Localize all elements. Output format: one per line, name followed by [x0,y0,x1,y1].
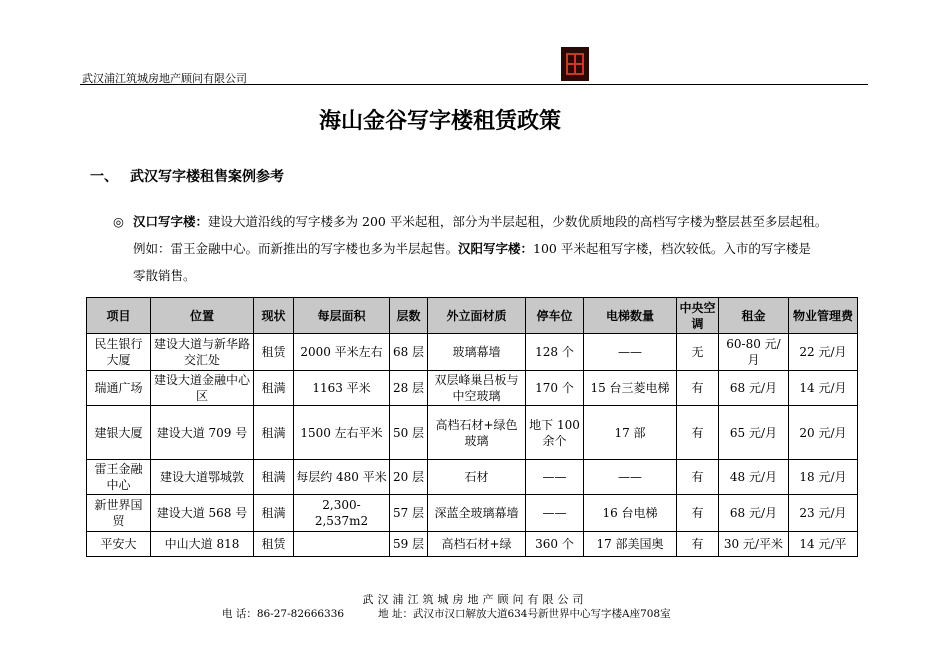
column-header: 外立面材质 [428,298,526,334]
paragraph-line-3 [113,262,883,289]
table-cell: —— [584,334,677,371]
footer-phone: 电 话：86-27-82666336 [222,608,345,620]
table-cell: 建设大道鄂城敦 [151,460,254,495]
table-cell [294,532,390,557]
section-number: 一、 [90,169,118,185]
column-header: 物业管理费 [789,298,858,334]
table-cell: 租赁 [254,334,294,371]
table-cell: 28 层 [390,371,428,406]
table-cell: 瑞通广场 [87,371,151,406]
table-cell: 有 [677,406,719,460]
office-cases-table [86,297,858,557]
table-cell: 22 元/月 [789,334,858,371]
table-cell: 68 元/月 [719,371,789,406]
table-cell: 租满 [254,371,294,406]
table-cell: 有 [677,460,719,495]
table-row [87,334,858,371]
table-cell: 建设大道金融中心区 [151,371,254,406]
table-cell: 14 元/月 [789,371,858,406]
table-cell: 68 元/月 [719,495,789,532]
table-cell: 建银大厦 [87,406,151,460]
header-divider [80,84,868,85]
table-cell: 建设大道 568 号 [151,495,254,532]
footer-address: 地 址：武汉市汉口解放大道634号新世界中心写字楼A座708室 [378,608,671,620]
table-cell: —— [526,495,584,532]
table-cell: 57 层 [390,495,428,532]
table-cell: 60-80 元/月 [719,334,789,371]
table-cell: 1163 平米 [294,371,390,406]
table-cell: 租满 [254,495,294,532]
column-header: 现状 [254,298,294,334]
paragraph-text-3: 100 平米起租写字楼，档次较低。入市的写字楼是 [533,241,811,256]
bullet-icon: ◎ [113,214,124,229]
column-header: 项目 [87,298,151,334]
document-title: 海山金谷写字楼租赁政策 [318,109,561,134]
column-header: 每层面积 [294,298,390,334]
table-cell: 16 台电梯 [584,495,677,532]
table-row [87,460,858,495]
table-cell: 48 元/月 [719,460,789,495]
table-cell: 租赁 [254,532,294,557]
table-cell: 每层约 480 平米 [294,460,390,495]
table-cell: 有 [677,371,719,406]
table-cell: 15 台三菱电梯 [584,371,677,406]
table-cell: 石材 [428,460,526,495]
column-header: 电梯数量 [584,298,677,334]
table-cell: 68 层 [390,334,428,371]
table-cell: 170 个 [526,371,584,406]
table-row [87,406,858,460]
paragraph-line-2 [113,235,883,262]
column-header: 租金 [719,298,789,334]
paragraph-line-1 [113,208,883,235]
header-company-name: 武汉浦江筑城房地产顾问有限公司 [82,72,247,85]
table-cell: 360 个 [526,532,584,557]
term-hanyang: 汉阳写字楼： [458,241,534,256]
table-cell: 2000 平米左右 [294,334,390,371]
table-row [87,495,858,532]
table-cell: —— [584,460,677,495]
table-cell: 租满 [254,406,294,460]
column-header: 层数 [390,298,428,334]
table-cell: 17 部 [584,406,677,460]
table-cell: 65 元/月 [719,406,789,460]
table-cell: 30 元/平米 [719,532,789,557]
column-header: 中央空调 [677,298,719,334]
table-cell: 建设大道 709 号 [151,406,254,460]
table-cell: 民生银行大厦 [87,334,151,371]
footer-company-name: 武汉浦江筑城房地产顾问有限公司 [362,593,588,606]
table-cell: 17 部美国奥 [584,532,677,557]
column-header: 停车位 [526,298,584,334]
table-cell: 玻璃幕墙 [428,334,526,371]
table-cell: 20 元/月 [789,406,858,460]
table-cell: 有 [677,532,719,557]
table-header-row [87,298,858,334]
table-cell: 2,300-2,537m2 [294,495,390,532]
table-cell: 1500 左右平米 [294,406,390,460]
table-cell: 高档石材+绿 [428,532,526,557]
table-cell: —— [526,460,584,495]
company-logo [561,47,589,81]
table-cell: 14 元/平 [789,532,858,557]
table-cell: 23 元/月 [789,495,858,532]
table-cell: 18 元/月 [789,460,858,495]
table-cell: 有 [677,495,719,532]
term-hankou: 汉口写字楼： [133,214,209,229]
table-cell: 租满 [254,460,294,495]
table-cell: 中山大道 818 [151,532,254,557]
table-cell: 建设大道与新华路交汇处 [151,334,254,371]
table-cell: 128 个 [526,334,584,371]
table-cell: 59 层 [390,532,428,557]
table-cell: 深蓝全玻璃幕墙 [428,495,526,532]
section-heading [90,166,284,186]
table-cell: 无 [677,334,719,371]
table-cell: 高档石材+绿色玻璃 [428,406,526,460]
paragraph-text-4: 零散销售。 [133,268,196,283]
intro-paragraph [113,208,883,289]
table-cell: 地下 100 余个 [526,406,584,460]
paragraph-text-2: 例如：雷王金融中心。而新推出的写字楼也多为半层起售。 [133,241,459,256]
paragraph-text-1: 建设大道沿线的写字楼多为 200 平米起租，部分为半层起租，少数优质地段的高档写字楼为整层甚至多层起租。 [208,214,828,229]
table-cell: 雷王金融中心 [87,460,151,495]
table-cell: 新世界国贸 [87,495,151,532]
logo-mark-icon [566,53,584,75]
table-cell: 双层峰巢吕板与中空玻璃 [428,371,526,406]
footer-contact [222,606,671,621]
table-row [87,532,858,557]
section-title: 武汉写字楼租售案例参考 [130,169,284,185]
table-cell: 50 层 [390,406,428,460]
table-cell: 20 层 [390,460,428,495]
column-header: 位置 [151,298,254,334]
table-cell: 平安大 [87,532,151,557]
table-row [87,371,858,406]
